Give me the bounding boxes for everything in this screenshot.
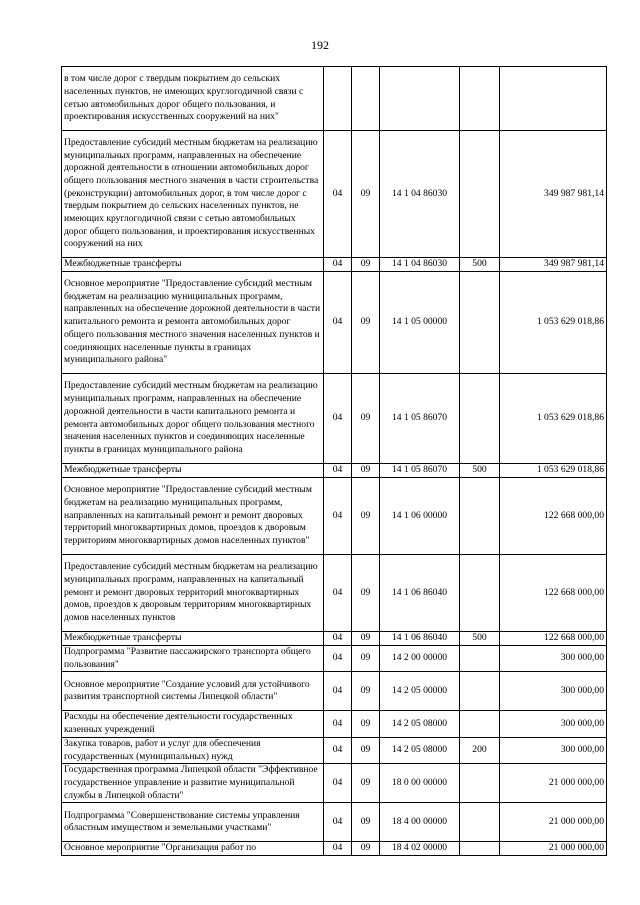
row-razdel: 04 xyxy=(324,464,352,478)
row-target-article: 14 1 06 86040 xyxy=(380,632,460,646)
row-expense-type xyxy=(460,555,500,632)
row-razdel: 04 xyxy=(324,632,352,646)
table-row xyxy=(62,803,607,842)
row-expense-type: 500 xyxy=(460,258,500,272)
table-row xyxy=(62,672,607,711)
row-name: Подпрограмма "Совершенствование системы управления областным имуществом и земельными участками" xyxy=(62,803,324,842)
row-podrazdel: 09 xyxy=(352,555,380,632)
row-razdel: 04 xyxy=(324,272,352,374)
row-podrazdel: 09 xyxy=(352,464,380,478)
row-razdel: 04 xyxy=(324,764,352,803)
row-expense-type xyxy=(460,478,500,555)
budget-table xyxy=(61,66,607,856)
row-target-article: 14 2 05 08000 xyxy=(380,711,460,737)
row-podrazdel: 09 xyxy=(352,632,380,646)
row-sum: 21 000 000,00 xyxy=(500,842,607,856)
row-razdel: 04 xyxy=(324,555,352,632)
row-sum: 122 668 000,00 xyxy=(500,632,607,646)
row-target-article: 14 1 05 86070 xyxy=(380,464,460,478)
row-name: Закупка товаров, работ и услуг для обеспечения государственных (муниципальных) нужд xyxy=(62,737,324,763)
row-name: Государственная программа Липецкой области "Эффективное государственное управление и развитие муниципальной службы в Липецкой области" xyxy=(62,764,324,803)
row-name: Основное мероприятие "Организация работ по xyxy=(62,842,324,856)
row-podrazdel: 09 xyxy=(352,478,380,555)
row-podrazdel: 09 xyxy=(352,646,380,672)
table-row xyxy=(62,764,607,803)
table-row xyxy=(62,646,607,672)
row-target-article: 14 2 00 00000 xyxy=(380,646,460,672)
row-sum: 300 000,00 xyxy=(500,737,607,763)
row-expense-type xyxy=(460,672,500,711)
row-name: Межбюджетные трансферты xyxy=(62,464,324,478)
row-sum: 21 000 000,00 xyxy=(500,803,607,842)
row-name: Основное мероприятие "Предоставление субсидий местным бюджетам на реализацию муниципальных программ, направленных на капитальный ремонт и ремонт дворовых территорий многоквартирных домов, проездов к дворовым территориям многоквартирных домов населенных пунктов" xyxy=(62,478,324,555)
table-row xyxy=(62,464,607,478)
row-target-article: 18 4 00 00000 xyxy=(380,803,460,842)
row-sum: 300 000,00 xyxy=(500,646,607,672)
row-name: Расходы на обеспечение деятельности государственных казенных учреждений xyxy=(62,711,324,737)
row-name: Предоставление субсидий местным бюджетам на реализацию муниципальных программ, направленных на обеспечение дорожной деятельности в отношении автомобильных дорог общего пользования местного значения в части строительства (реконструкции) автомобильных дорог, в том числе дорог с твердым покрытием до сельских населенных пунктов, не имеющих круглогодичной связи с сетью автомобильных дорог общего пользования, и проектирования искусственных сооружений на них xyxy=(62,131,324,258)
row-podrazdel: 09 xyxy=(352,803,380,842)
row-name: Межбюджетные трансферты xyxy=(62,632,324,646)
row-expense-type xyxy=(460,374,500,464)
row-name: Подпрограмма "Развитие пассажирского транспорта общего пользования" xyxy=(62,646,324,672)
row-expense-type xyxy=(460,131,500,258)
table-row xyxy=(62,131,607,258)
table-row xyxy=(62,555,607,632)
row-name: Основное мероприятие "Предоставление субсидий местным бюджетам на реализацию муниципальных программ, направленных на обеспечение дорожной деятельности в части капитального ремонта и ремонта автомобильных дорог общего пользования местного значения населенных пунктов и соединяющих населенные пункты в границах муниципального района" xyxy=(62,272,324,374)
row-sum: 300 000,00 xyxy=(500,672,607,711)
table-row xyxy=(62,478,607,555)
row-razdel: 04 xyxy=(324,478,352,555)
row-razdel: 04 xyxy=(324,842,352,856)
table-row xyxy=(62,711,607,737)
row-podrazdel: 09 xyxy=(352,711,380,737)
row-razdel: 04 xyxy=(324,672,352,711)
table-row xyxy=(62,67,607,131)
table-row xyxy=(62,632,607,646)
row-target-article xyxy=(380,67,460,131)
row-sum: 1 053 629 018,86 xyxy=(500,272,607,374)
row-podrazdel: 09 xyxy=(352,272,380,374)
row-target-article: 14 1 05 86070 xyxy=(380,374,460,464)
row-expense-type: 500 xyxy=(460,464,500,478)
row-target-article: 14 1 06 86040 xyxy=(380,555,460,632)
row-expense-type xyxy=(460,803,500,842)
page-number: 192 xyxy=(311,38,329,52)
row-sum: 1 053 629 018,86 xyxy=(500,374,607,464)
row-expense-type xyxy=(460,67,500,131)
row-razdel: 04 xyxy=(324,374,352,464)
row-target-article: 14 1 04 86030 xyxy=(380,131,460,258)
row-name: Предоставление субсидий местным бюджетам на реализацию муниципальных программ, направленных на капитальный ремонт и ремонт дворовых территорий многоквартирных домов, проездов к дворовым территориям многоквартирных домов населенных пунктов xyxy=(62,555,324,632)
table-row xyxy=(62,374,607,464)
row-expense-type: 500 xyxy=(460,632,500,646)
row-name: Основное мероприятие "Создание условий для устойчивого развития транспортной системы Липецкой области" xyxy=(62,672,324,711)
row-podrazdel: 09 xyxy=(352,737,380,763)
row-expense-type xyxy=(460,646,500,672)
row-sum xyxy=(500,67,607,131)
row-target-article: 14 2 05 00000 xyxy=(380,672,460,711)
row-sum: 1 053 629 018,86 xyxy=(500,464,607,478)
row-expense-type xyxy=(460,842,500,856)
row-razdel: 04 xyxy=(324,258,352,272)
row-expense-type xyxy=(460,711,500,737)
row-podrazdel: 09 xyxy=(352,842,380,856)
row-expense-type xyxy=(460,764,500,803)
row-name: Предоставление субсидий местным бюджетам на реализацию муниципальных программ, направленных на обеспечение дорожной деятельности в части капитального ремонта и ремонта автомобильных дорог общего пользования местного значения населенных пунктов и соединяющих населенные пункты в границах муниципального района xyxy=(62,374,324,464)
row-sum: 349 987 981,14 xyxy=(500,131,607,258)
row-sum: 300 000,00 xyxy=(500,711,607,737)
row-name: Межбюджетные трансферты xyxy=(62,258,324,272)
row-razdel: 04 xyxy=(324,737,352,763)
table-row xyxy=(62,272,607,374)
row-target-article: 14 2 05 08000 xyxy=(380,737,460,763)
table-row xyxy=(62,258,607,272)
row-target-article: 14 1 04 86030 xyxy=(380,258,460,272)
row-podrazdel: 09 xyxy=(352,131,380,258)
row-target-article: 14 1 06 00000 xyxy=(380,478,460,555)
row-razdel xyxy=(324,67,352,131)
row-razdel: 04 xyxy=(324,711,352,737)
row-name: в том числе дорог с твердым покрытием до сельских населенных пунктов, не имеющих круглогодичной связи с сетью автомобильных дорог общего пользования, и проектирования искусственных сооружений на них" xyxy=(62,67,324,131)
row-target-article: 18 0 00 00000 xyxy=(380,764,460,803)
row-podrazdel: 09 xyxy=(352,764,380,803)
row-podrazdel: 09 xyxy=(352,258,380,272)
row-sum: 122 668 000,00 xyxy=(500,478,607,555)
row-sum: 349 987 981,14 xyxy=(500,258,607,272)
row-razdel: 04 xyxy=(324,803,352,842)
row-razdel: 04 xyxy=(324,131,352,258)
row-podrazdel: 09 xyxy=(352,374,380,464)
row-podrazdel xyxy=(352,67,380,131)
table-row xyxy=(62,842,607,856)
row-podrazdel: 09 xyxy=(352,672,380,711)
row-expense-type xyxy=(460,272,500,374)
row-sum: 122 668 000,00 xyxy=(500,555,607,632)
table-row xyxy=(62,737,607,763)
row-target-article: 14 1 05 00000 xyxy=(380,272,460,374)
row-razdel: 04 xyxy=(324,646,352,672)
row-expense-type: 200 xyxy=(460,737,500,763)
row-target-article: 18 4 02 00000 xyxy=(380,842,460,856)
row-sum: 21 000 000,00 xyxy=(500,764,607,803)
